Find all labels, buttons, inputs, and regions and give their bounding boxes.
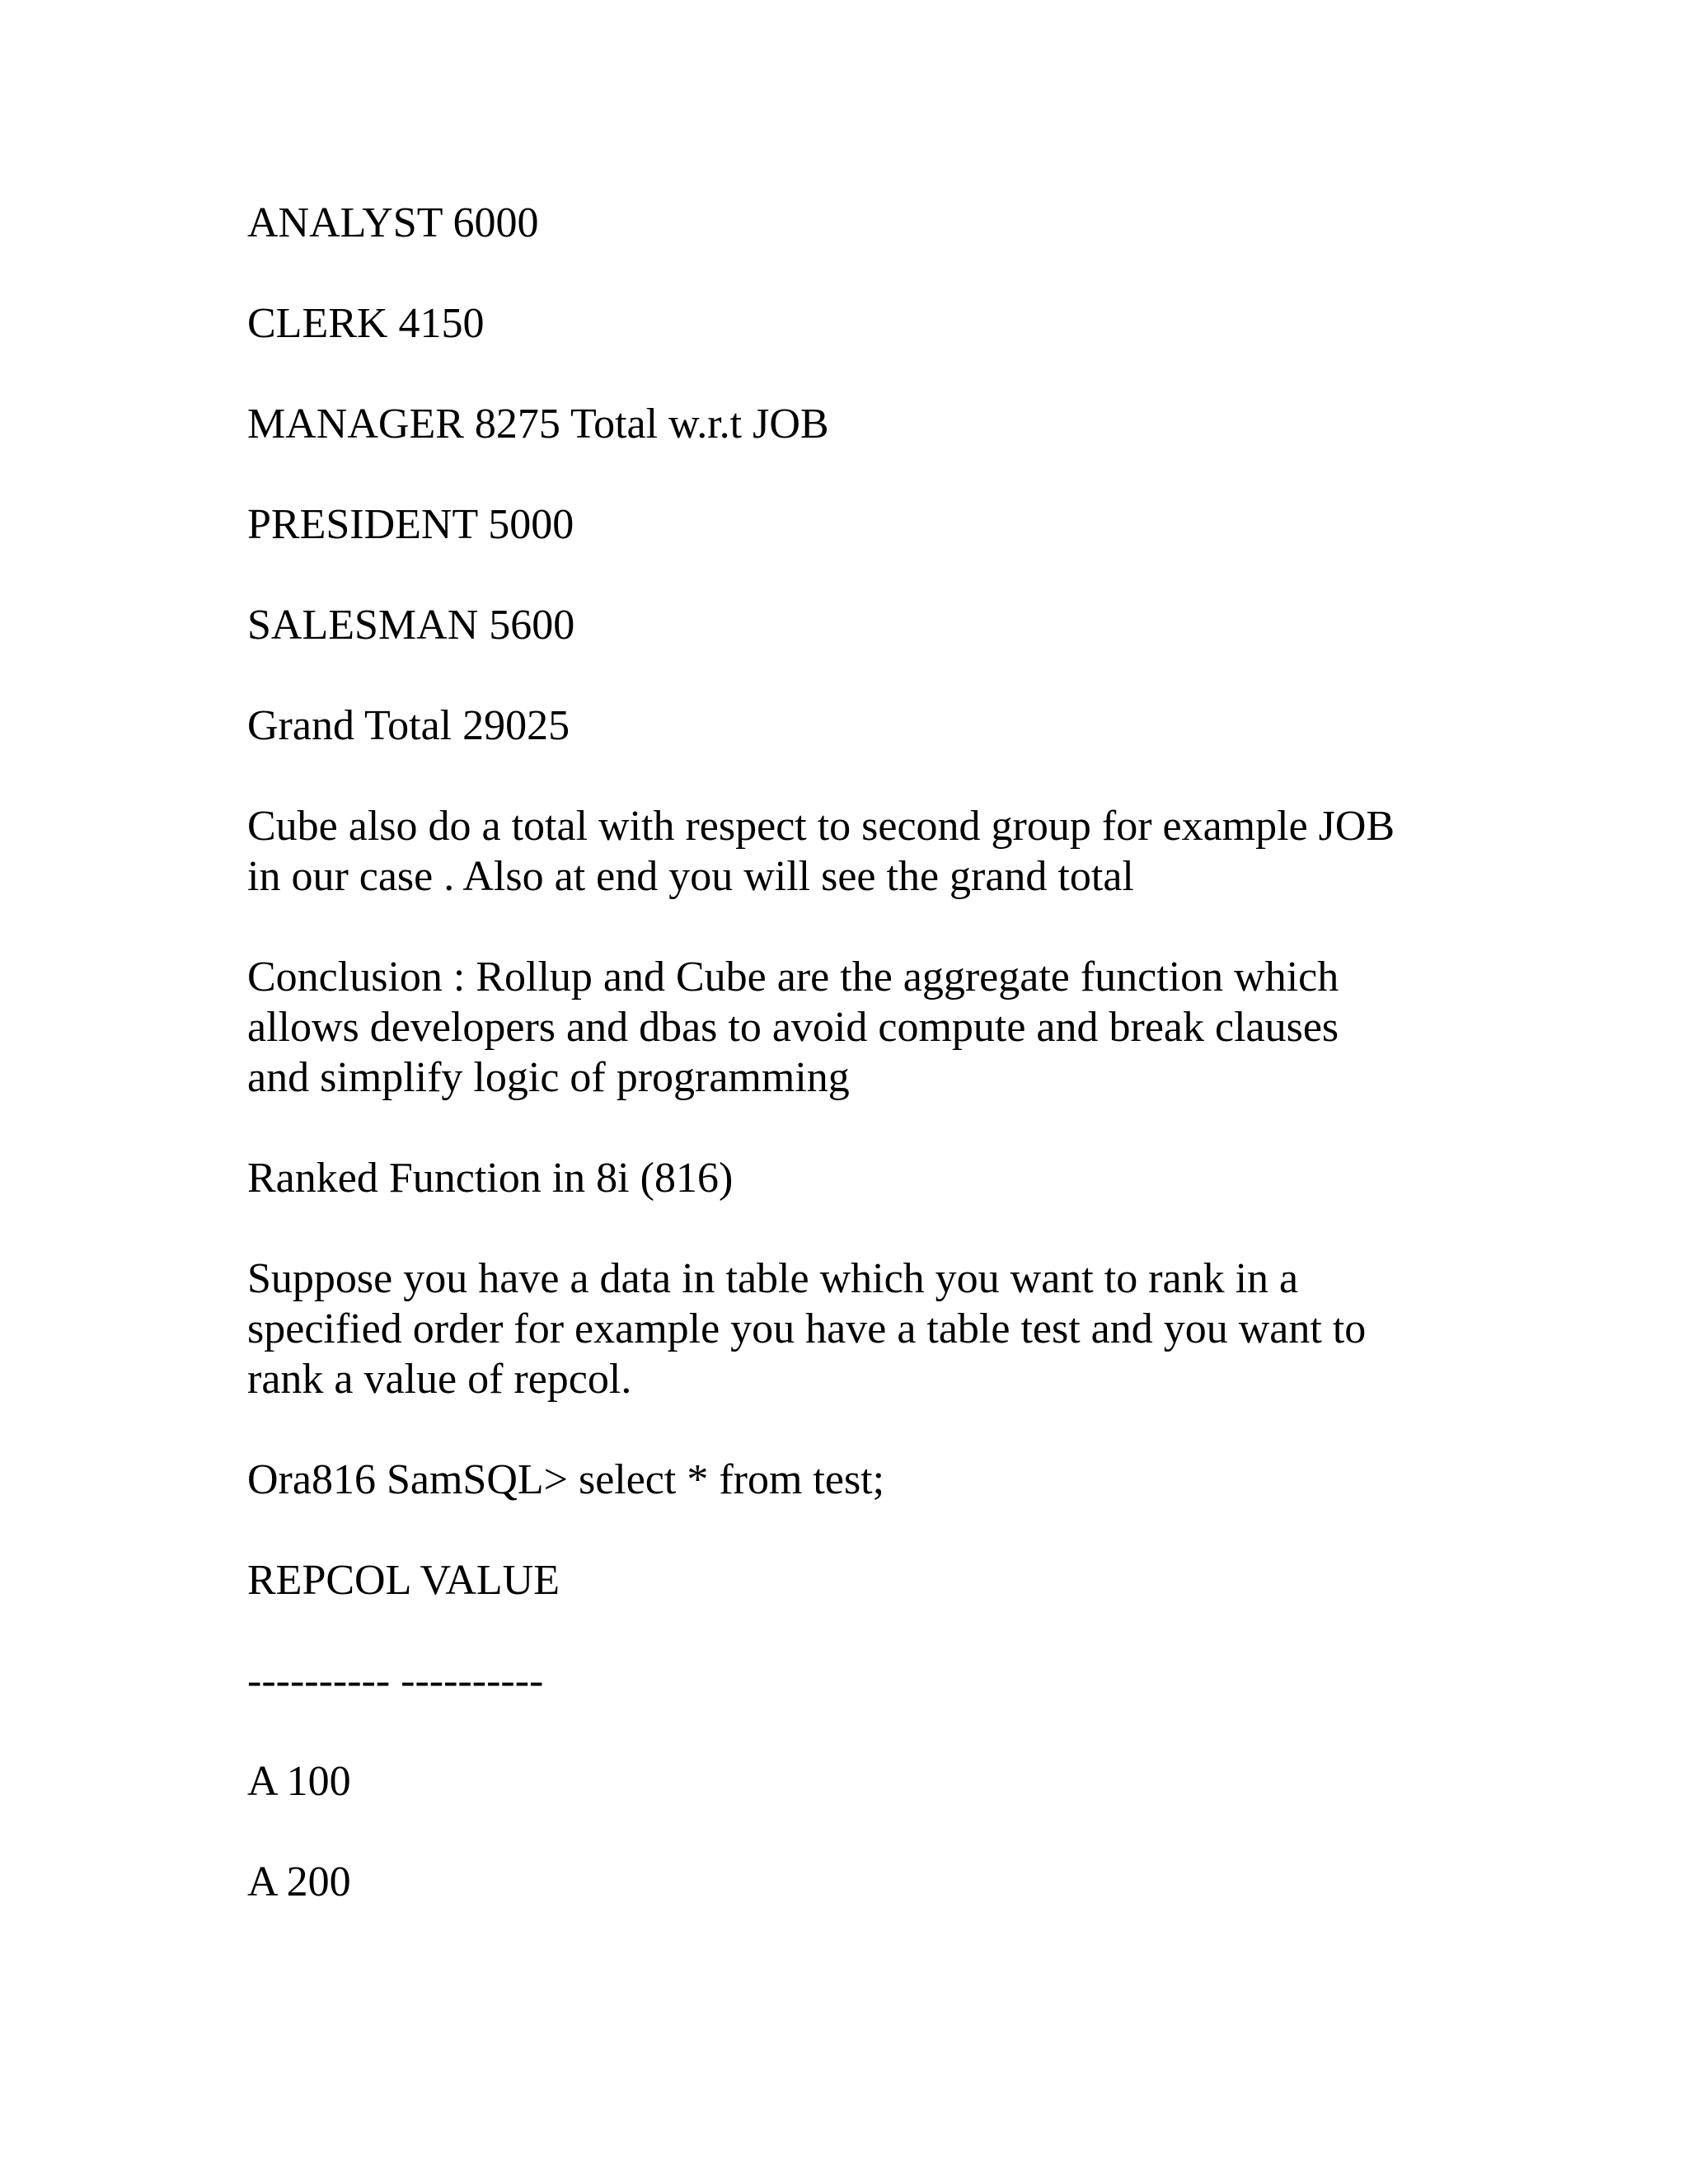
sql-prompt-line: Ora816 SamSQL> select * from test; [247,1456,885,1503]
ranked-function-heading: Ranked Function in 8i (816) [247,1155,734,1202]
line-salesman: SALESMAN 5600 [247,602,575,649]
table-separator: ---------- ---------- [247,1657,544,1704]
conclusion-paragraph: Conclusion : Rollup and Cube are the aggregate function which allows developers and dbas to avoid compute and break clauses and simplify logic of programming [247,954,1339,1101]
line-manager: MANAGER 8275 Total w.r.t JOB [247,401,829,448]
line-president: PRESIDENT 5000 [247,501,574,548]
table-row: A 100 [247,1758,351,1805]
ranked-intro-paragraph: Suppose you have a data in table which you want to rank in a specified order for example you have a table test and you want to rank a value of repcol. [247,1255,1367,1403]
line-grand-total: Grand Total 29025 [247,702,570,749]
line-analyst: ANALYST 6000 [247,199,539,246]
table-row: A 200 [247,1858,351,1905]
cube-explanation: Cube also do a total with respect to second group for example JOB in our case . Also at end you will see the grand total [247,803,1395,900]
table-header: REPCOL VALUE [247,1557,560,1604]
line-clerk: CLERK 4150 [247,300,485,347]
